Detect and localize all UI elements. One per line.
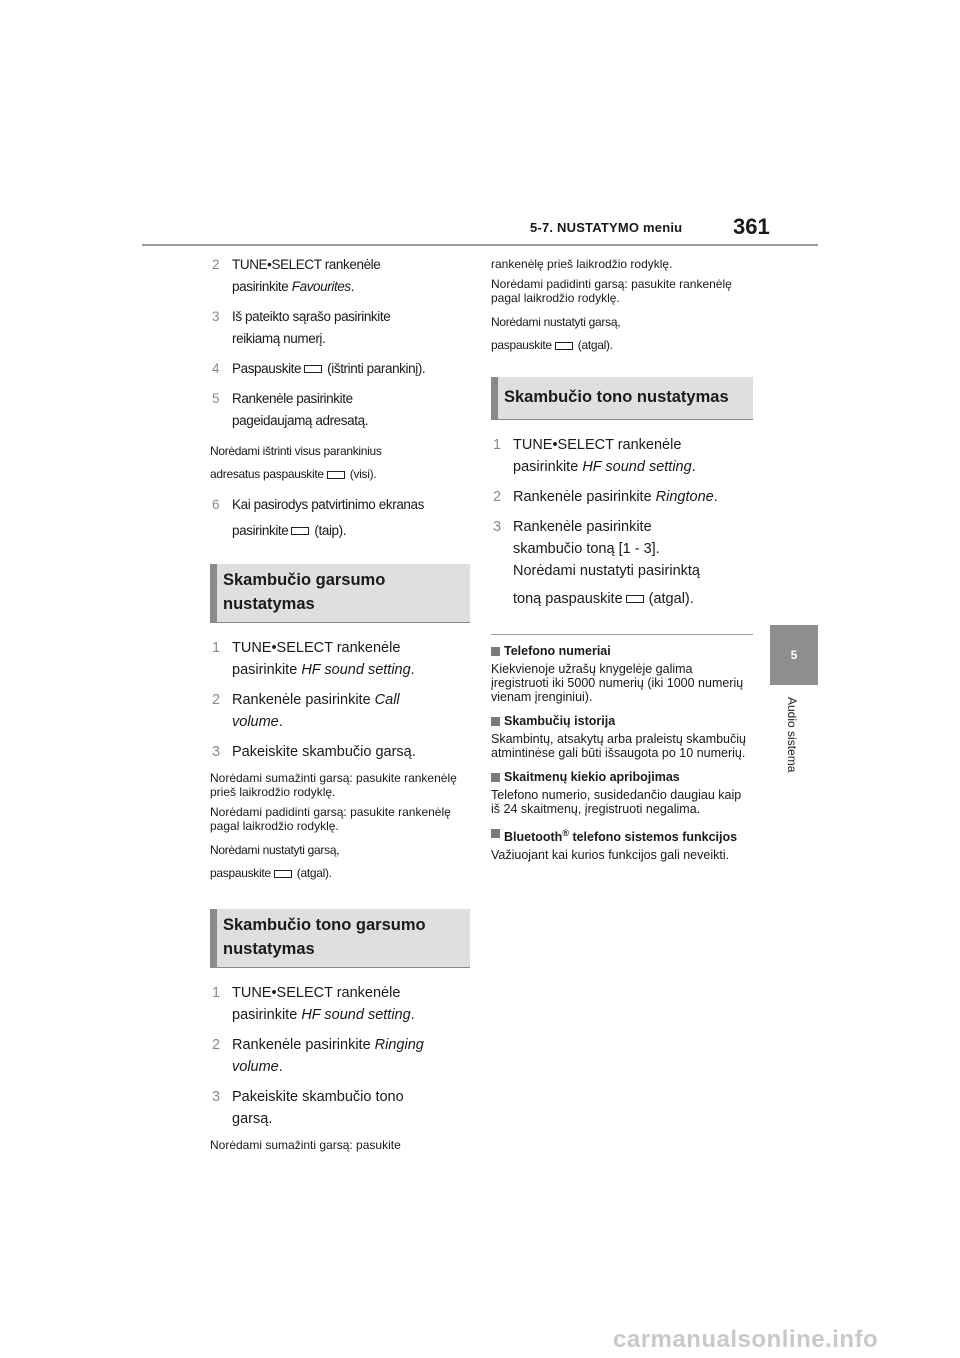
punct: .	[691, 459, 696, 475]
step-text: TUNE•SELECT rankenėle	[232, 640, 401, 656]
note-text	[210, 463, 470, 486]
note-delete-all	[210, 440, 470, 486]
note-text: paspauskite	[491, 338, 552, 352]
note-text: paspauskite	[210, 866, 271, 880]
header-rule	[142, 244, 818, 246]
r-note-set	[491, 311, 753, 357]
menu-option-volume: volume	[232, 714, 279, 730]
s1-note-increase: Norėdami padidinti garsą: pasukite rankenėlę pagal laikrodžio rodyklę.	[210, 805, 451, 833]
note-text: Norėdami nustatyti garsą,	[210, 843, 340, 857]
note-text: (visi).	[349, 467, 377, 481]
menu-option-hf-sound-setting: HF sound setting	[582, 459, 692, 475]
chapter-number: 5	[790, 648, 798, 662]
step-number: 1	[493, 437, 502, 453]
button-icon	[304, 365, 322, 373]
section-title: nustatymas	[223, 595, 315, 613]
info-heading	[491, 714, 753, 729]
info-body: Važiuojant kai kurios funkcijos gali neveikti.	[491, 848, 730, 863]
page-number: 361	[733, 214, 770, 239]
step-text: (atgal).	[648, 591, 694, 607]
step-text: Rankenėle pasirinkite	[232, 1037, 375, 1053]
info-heading	[491, 826, 753, 845]
step-text: garsą.	[232, 1111, 273, 1127]
bullet-square-icon	[491, 773, 500, 782]
info-heading-text: Skaitmenų kiekio apribojimas	[504, 770, 680, 784]
info-body: Skambintų, atsakytų arba praleistų skambučių atmintinėse gali būti išsaugota po 10 numerių.	[491, 732, 746, 760]
step-text: Pakeiskite skambučio tono	[232, 1089, 404, 1105]
bullet-square-icon	[491, 647, 500, 656]
menu-option-favourites: Favourites	[291, 279, 351, 294]
step-number: 3	[212, 744, 221, 760]
info-body: Kiekvienoje užrašų knygelėje galima įregistruoti iki 5000 numerių (iki 1000 numerių vienam įrenginiui).	[491, 662, 744, 704]
s2-note-decrease-start: Norėdami sumažinti garsą: pasukite	[210, 1138, 401, 1152]
left-column	[210, 254, 470, 1158]
step-text: pasirinkite	[232, 279, 292, 294]
menu-option-volume: volume	[232, 1059, 279, 1075]
info-heading-text: Skambučių istorija	[504, 714, 616, 728]
step-text: TUNE•SELECT rankenėle	[232, 257, 381, 272]
s1-step-3	[210, 741, 470, 763]
section-title: Skambučio garsumo	[223, 571, 386, 589]
step-text: Rankenėle pasirinkite	[513, 489, 656, 505]
step-text: Rankenėle pasirinkite	[232, 391, 353, 406]
bullet-square-icon	[491, 717, 500, 726]
step-number: 2	[212, 257, 220, 272]
info-heading-text: Telefono numeriai	[504, 644, 611, 658]
step-text: pasirinkite	[232, 523, 289, 538]
punct: .	[278, 714, 283, 730]
r-note-continued: rankenėlę prieš laikrodžio rodyklę.	[491, 257, 673, 271]
step-text: reikiamą numerį.	[232, 331, 326, 346]
step-text: pasirinkite	[513, 459, 583, 475]
right-column	[491, 257, 753, 872]
header-section-title: 5-7. NUSTATYMO meniu	[530, 220, 683, 235]
info-rule	[491, 634, 753, 635]
s3-step-2	[491, 486, 753, 508]
menu-option-ringtone: Ringtone	[655, 489, 714, 505]
step-6-confirm	[210, 492, 470, 544]
note-text: Norėdami nustatyti garsą,	[491, 315, 621, 329]
step-text: skambučio toną [1 - 3].	[513, 541, 660, 557]
punct: .	[410, 1007, 415, 1023]
button-icon	[555, 342, 573, 350]
s1-step-1	[210, 637, 470, 681]
note-text: adresatus paspauskite	[210, 467, 324, 481]
step-number: 5	[212, 391, 220, 406]
info-call-history	[491, 714, 753, 760]
menu-option-hf-sound-setting: HF sound setting	[301, 662, 411, 678]
step-number: 6	[212, 497, 220, 512]
chapter-tab[interactable]	[770, 625, 818, 685]
step-number: 1	[212, 985, 221, 1001]
step-text: pasirinkite	[232, 1007, 302, 1023]
chapter-title: Audio sistema	[785, 697, 799, 773]
info-heading-text: telefono sistemos funkcijos	[568, 830, 738, 845]
s3-step-1	[491, 434, 753, 478]
note-text	[491, 334, 753, 357]
menu-option-call: Call	[374, 692, 400, 708]
menu-option-ringing: Ringing	[374, 1037, 424, 1053]
note-text	[210, 862, 470, 885]
step-text: Iš pateikto sąrašo pasirinkite	[232, 309, 391, 324]
section-heading-ringtone	[491, 377, 753, 420]
step-4-delete-favourite	[210, 358, 470, 380]
r-note-increase: Norėdami padidinti garsą: pasukite rankenėlę pagal laikrodžio rodyklę.	[491, 277, 732, 305]
step-text: Pakeiskite skambučio garsą.	[232, 744, 416, 760]
button-icon	[626, 595, 644, 603]
step-text: Norėdami nustatyti pasirinktą	[513, 563, 700, 579]
button-icon	[327, 471, 345, 479]
step-text: (ištrinti parankinį).	[327, 361, 426, 376]
step-text: toną paspauskite	[513, 591, 623, 607]
button-icon	[274, 870, 292, 878]
s2-step-3	[210, 1086, 470, 1130]
step-text: Rankenėle pasirinkite	[513, 519, 652, 535]
step-3-select-number	[210, 306, 470, 350]
step-2-favourites	[210, 254, 470, 298]
note-text: (atgal).	[577, 338, 613, 352]
step-5-select-contact	[210, 388, 470, 432]
info-body: Telefono numerio, susidedančio daugiau kaip iš 24 skaitmenų, įregistruoti negalima.	[491, 788, 742, 816]
step-text: Rankenėle pasirinkite	[232, 692, 375, 708]
button-icon	[291, 527, 309, 535]
s1-note-set	[210, 839, 470, 885]
note-text: (atgal).	[296, 866, 332, 880]
step-text: TUNE•SELECT rankenėle	[513, 437, 682, 453]
step-number: 2	[212, 1037, 221, 1053]
step-text: Kai pasirodys patvirtinimo ekranas	[232, 497, 424, 512]
s2-step-2	[210, 1034, 470, 1078]
s1-note-decrease: Norėdami sumažinti garsą: pasukite rankenėlę prieš laikrodžio rodyklę.	[210, 771, 457, 799]
step-number: 2	[212, 692, 221, 708]
step-text: pageidaujamą adresatą.	[232, 413, 369, 428]
section-title: Skambučio tono garsumo	[223, 916, 426, 934]
section-title: nustatymas	[223, 940, 315, 958]
info-heading-text: Bluetooth	[504, 830, 563, 845]
step-number: 1	[212, 640, 221, 656]
step-text: (taip).	[314, 523, 347, 538]
step-text	[513, 588, 694, 610]
registered-mark: ®	[562, 828, 569, 838]
step-text: pasirinkite	[232, 662, 302, 678]
s1-step-2	[210, 689, 470, 733]
info-heading	[491, 770, 753, 785]
punct: .	[410, 662, 415, 678]
step-number: 4	[212, 361, 220, 376]
info-phone-numbers	[491, 644, 753, 704]
step-number: 3	[212, 309, 220, 324]
note-text: Norėdami ištrinti visus parankinius	[210, 444, 382, 458]
punct: .	[278, 1059, 283, 1075]
step-text: TUNE•SELECT rankenėle	[232, 985, 401, 1001]
section-heading-ringtone-volume	[210, 909, 470, 968]
footer-watermark: carmanualsonline.info	[613, 1326, 879, 1353]
s2-step-1	[210, 982, 470, 1026]
step-text: Paspauskite	[232, 361, 302, 376]
section-heading-call-volume	[210, 564, 470, 623]
step-number: 3	[212, 1089, 221, 1105]
info-heading	[491, 644, 753, 659]
punct: .	[713, 489, 718, 505]
menu-option-hf-sound-setting: HF sound setting	[301, 1007, 411, 1023]
bullet-square-icon	[491, 829, 500, 838]
info-digit-limit	[491, 770, 753, 816]
section-title: Skambučio tono nustatymas	[504, 388, 729, 406]
punct: .	[350, 279, 355, 294]
info-bluetooth-functions	[491, 826, 753, 862]
s3-step-3	[491, 516, 753, 610]
step-number: 3	[493, 519, 502, 535]
step-number: 2	[493, 489, 502, 505]
